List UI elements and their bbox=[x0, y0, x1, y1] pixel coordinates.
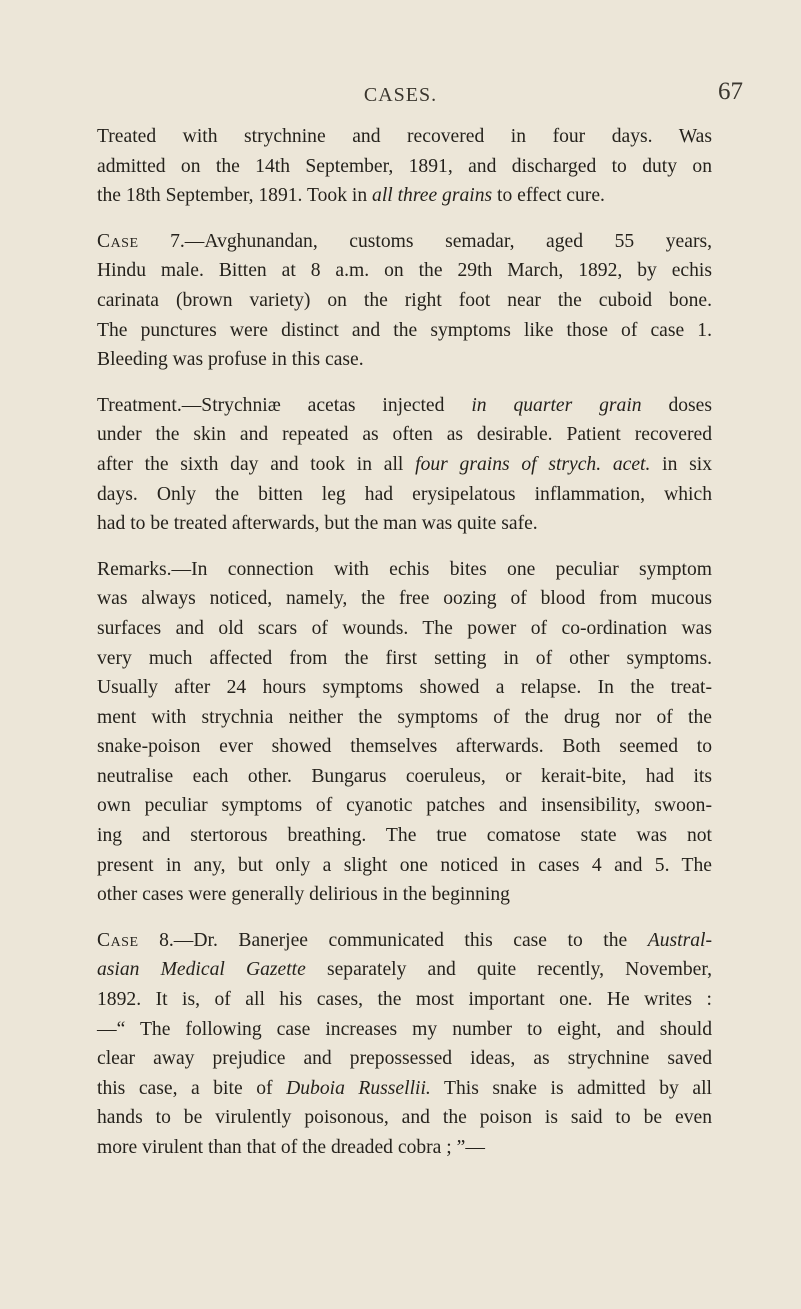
text-line bbox=[97, 614, 712, 644]
text-line bbox=[97, 316, 712, 346]
text-line bbox=[97, 1015, 712, 1045]
text-run: Treatment.—Strychniæ acetas injected bbox=[97, 394, 472, 416]
text-line bbox=[97, 450, 712, 480]
text-line bbox=[97, 181, 712, 211]
text-line bbox=[97, 732, 712, 762]
text-run: —“ The following case increases my number to eight, and should bbox=[97, 1018, 712, 1040]
text-line bbox=[97, 851, 712, 881]
text-run: hands to be virulently poisonous, and the poison is said to be even bbox=[97, 1107, 712, 1129]
text-line bbox=[97, 509, 712, 539]
text-line bbox=[97, 1133, 712, 1163]
text-run: after the sixth day and took in all bbox=[97, 453, 416, 475]
text-line bbox=[97, 286, 712, 316]
text-run: surfaces and old scars of wounds. The power of co-ordination was bbox=[97, 617, 712, 639]
text-run: clear away prejudice and prepossessed ideas, as strychnine saved bbox=[97, 1048, 712, 1070]
paragraph-gap bbox=[97, 910, 712, 926]
paragraph bbox=[97, 227, 712, 375]
text-run: 7.—Avghunandan, customs semadar, aged 55 years, bbox=[138, 230, 712, 252]
text-run: in six bbox=[650, 453, 712, 475]
text-line bbox=[97, 762, 712, 792]
text-run: had to be treated afterwards, but the man was quite safe. bbox=[97, 513, 538, 535]
text-run: other cases were generally delirious in the beginning bbox=[97, 884, 510, 906]
text-line bbox=[97, 555, 712, 585]
italic-text: in quarter grain bbox=[471, 394, 642, 416]
page-header bbox=[0, 78, 801, 108]
text-line bbox=[97, 152, 712, 182]
italic-text: asian Medical Gazette bbox=[97, 959, 306, 981]
text-run: Usually after 24 hours symptoms showed a relapse. In the treat- bbox=[97, 677, 712, 699]
small-caps-text: Case bbox=[97, 230, 139, 252]
text-run: to effect cure. bbox=[492, 185, 605, 207]
text-line bbox=[97, 673, 712, 703]
text-run: very much affected from the first setting in of other symptoms. bbox=[97, 647, 712, 669]
text-line bbox=[97, 345, 712, 375]
paragraph bbox=[97, 122, 712, 211]
text-line bbox=[97, 1044, 712, 1074]
paragraph-gap bbox=[97, 539, 712, 555]
text-line bbox=[97, 227, 712, 257]
running-head: CASES. bbox=[363, 84, 438, 106]
text-run: own peculiar symptoms of cyanotic patches and insensibility, swoon- bbox=[97, 795, 712, 817]
italic-text: all three grains bbox=[372, 185, 493, 207]
text-line bbox=[97, 480, 712, 510]
text-run: carinata (brown variety) on the right foot near the cuboid bone. bbox=[97, 289, 712, 311]
text-line bbox=[97, 703, 712, 733]
text-line bbox=[97, 791, 712, 821]
text-run: snake-poison ever showed themselves afterwards. Both seemed to bbox=[97, 736, 712, 758]
text-line bbox=[97, 880, 712, 910]
text-line bbox=[97, 1103, 712, 1133]
text-line bbox=[97, 420, 712, 450]
paragraph-gap bbox=[97, 211, 712, 227]
paragraph bbox=[97, 391, 712, 539]
paragraph bbox=[97, 555, 712, 910]
text-run: ing and stertorous breathing. The true comatose state was not bbox=[97, 825, 712, 847]
text-run: separately and quite recently, November, bbox=[305, 959, 712, 981]
text-run: 8.—Dr. Banerjee communicated this case to the bbox=[138, 929, 648, 951]
text-line bbox=[97, 926, 712, 956]
text-run: The punctures were distinct and the symptoms like those of case 1. bbox=[97, 319, 712, 341]
text-line bbox=[97, 644, 712, 674]
italic-text: Austral- bbox=[647, 929, 712, 951]
text-run: this case, a bite of bbox=[97, 1077, 287, 1099]
text-run: Treated with strychnine and recovered in four days. Was bbox=[97, 126, 712, 147]
page-number: 67 bbox=[718, 78, 743, 105]
text-line bbox=[97, 391, 712, 421]
text-line bbox=[97, 122, 712, 152]
body-text bbox=[97, 122, 712, 1163]
text-run: neutralise each other. Bungarus coeruleus, or kerait-bite, had its bbox=[97, 765, 712, 787]
text-run: present in any, but only a slight one noticed in cases 4 and 5. The bbox=[97, 854, 712, 876]
small-caps-text: Case bbox=[97, 929, 139, 951]
text-run: 1892. It is, of all his cases, the most important one. He writes : bbox=[97, 989, 712, 1011]
text-run: This snake is admitted by all bbox=[430, 1077, 712, 1099]
text-run: Remarks.—In connection with echis bites one peculiar symptom bbox=[97, 558, 712, 580]
paragraph bbox=[97, 926, 712, 1163]
text-run: admitted on the 14th September, 1891, and discharged to duty on bbox=[97, 155, 712, 177]
text-run: Bleeding was profuse in this case. bbox=[97, 349, 364, 371]
text-run: doses bbox=[641, 394, 713, 416]
text-line bbox=[97, 821, 712, 851]
text-line bbox=[97, 955, 712, 985]
text-run: under the skin and repeated as often as desirable. Patient recovered bbox=[97, 424, 712, 446]
text-run: ment with strychnia neither the symptoms of the drug nor of the bbox=[97, 706, 712, 728]
text-line bbox=[97, 985, 712, 1015]
text-run: was always noticed, namely, the free oozing of blood from mucous bbox=[97, 588, 712, 610]
italic-text: Duboia Russellii. bbox=[286, 1077, 431, 1099]
text-run: more virulent than that of the dreaded cobra ; ”— bbox=[97, 1137, 485, 1158]
italic-text: four grains of strych. acet. bbox=[415, 453, 651, 475]
text-line bbox=[97, 584, 712, 614]
text-run: days. Only the bitten leg had erysipelatous inflammation, which bbox=[97, 483, 712, 505]
text-line bbox=[97, 256, 712, 286]
text-line bbox=[97, 1074, 712, 1104]
text-run: Hindu male. Bitten at 8 a.m. on the 29th March, 1892, by echis bbox=[97, 260, 712, 282]
text-run: the 18th September, 1891. Took in bbox=[97, 185, 373, 207]
paragraph-gap bbox=[97, 375, 712, 391]
